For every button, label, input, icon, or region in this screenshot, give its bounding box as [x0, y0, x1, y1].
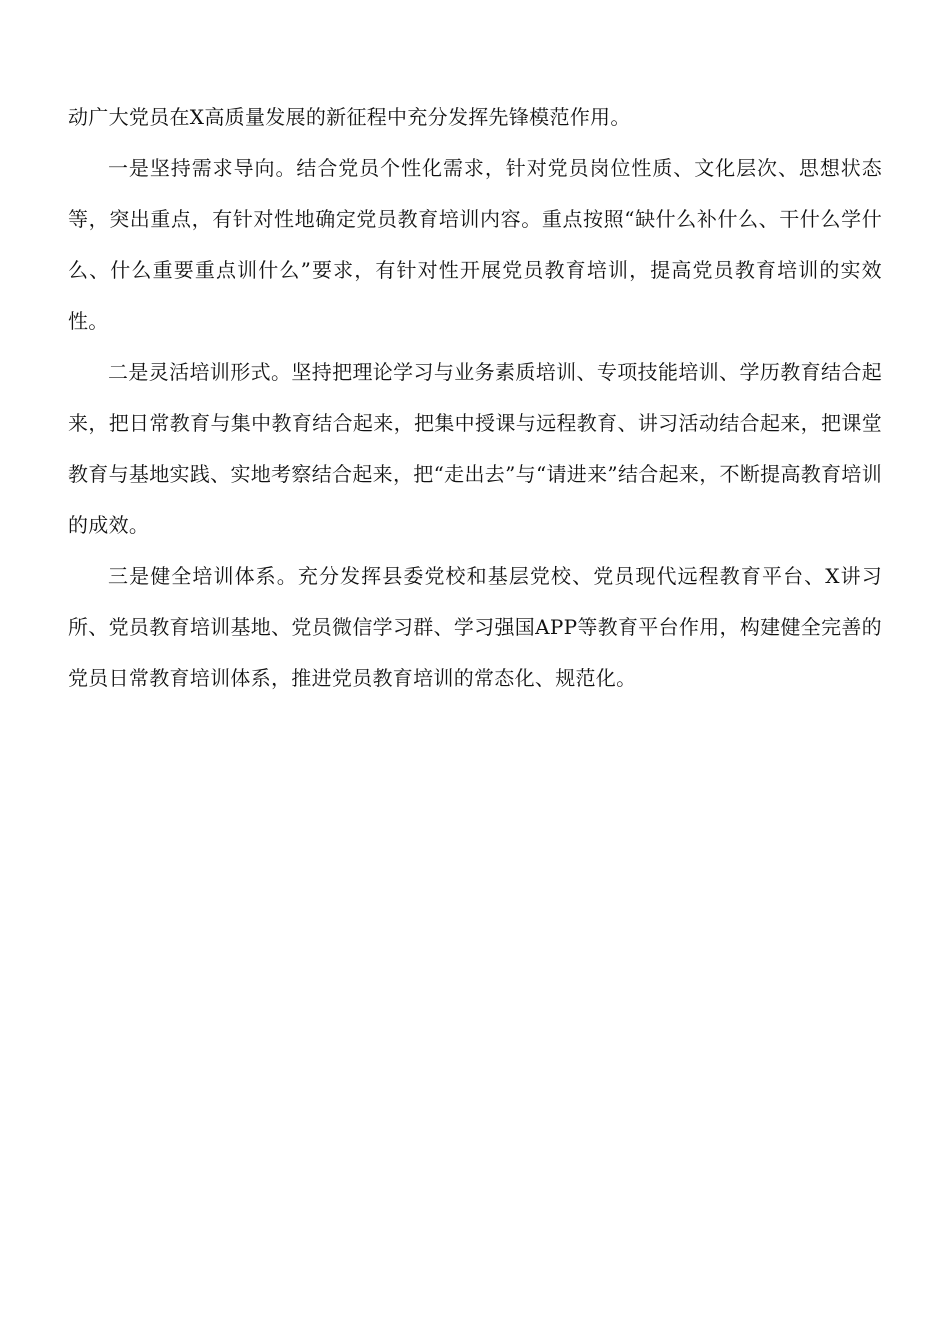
paragraph-training-system: 三是健全培训体系。充分发挥县委党校和基层党校、党员现代远程教育平台、X讲习所、党员教育培训基地、党员微信学习群、学习强国APP等教育平台作用，构建健全完善的党员日常教育培训体系，推进党员教育培训的常态化、规范化。 [68, 564, 882, 690]
paragraph-continuation: 动广大党员在X高质量发展的新征程中充分发挥先锋模范作用。 [68, 105, 631, 129]
paragraph-demand-orientation: 一是坚持需求导向。结合党员个性化需求，针对党员岗位性质、文化层次、思想状态等，突出重点，有针对性地确定党员教育培训内容。重点按照“缺什么补什么、干什么学什么、什么重要重点训什么”要求，有针对性开展党员教育培训，提高党员教育培训的实效性。 [68, 156, 882, 333]
paragraph-flexible-training: 二是灵活培训形式。坚持把理论学习与业务素质培训、专项技能培训、学历教育结合起来，把日常教育与集中教育结合起来，把集中授课与远程教育、讲习活动结合起来，把课堂教育与基地实践、实地考察结合起来，把“走出去”与“请进来”结合起来，不断提高教育培训的成效。 [68, 360, 882, 537]
document-body [68, 92, 882, 704]
